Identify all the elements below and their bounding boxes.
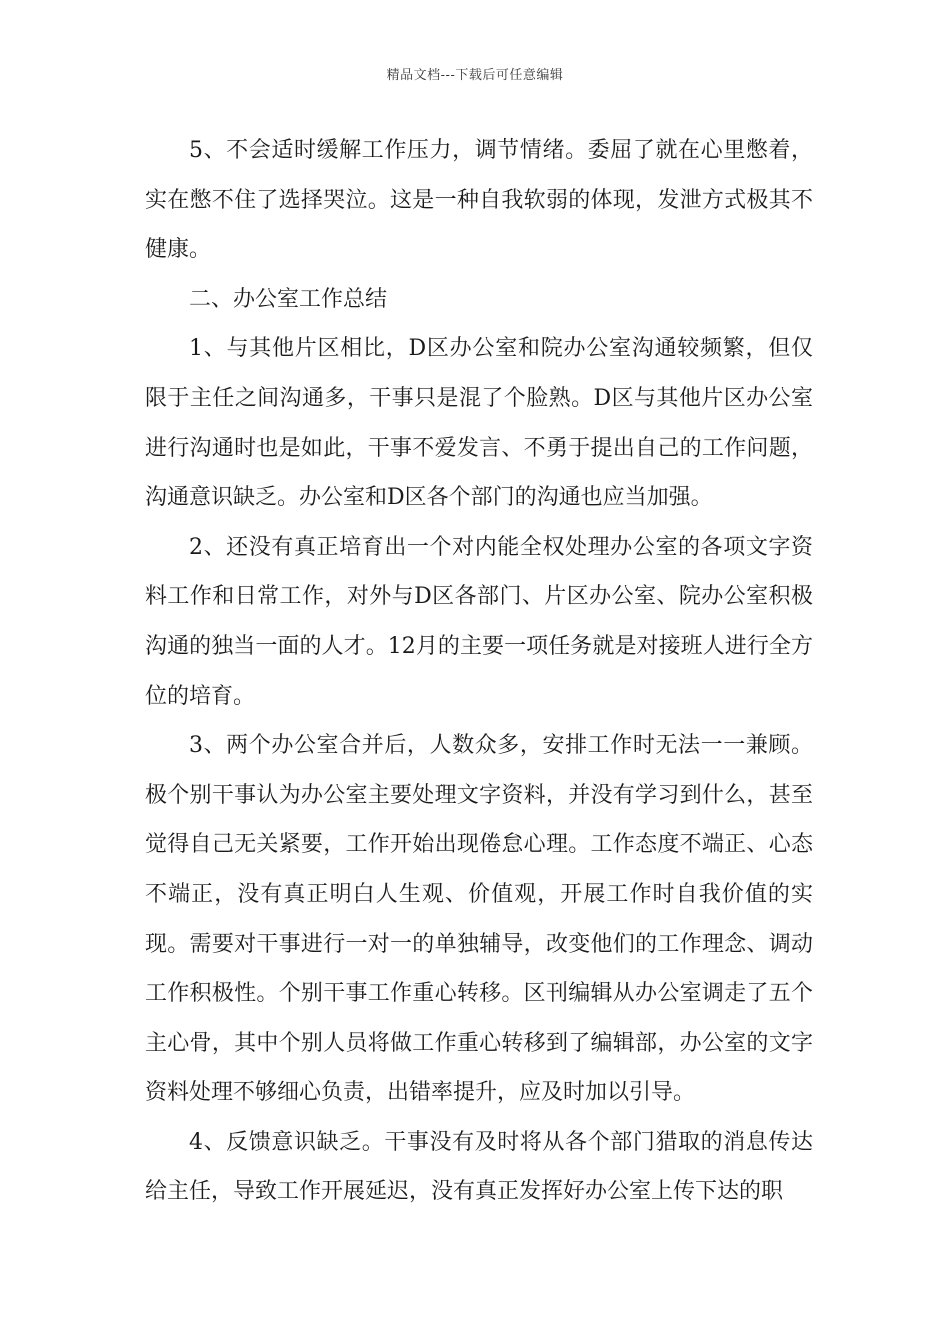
paragraph-item-5: 5、不会适时缓解工作压力，调节情绪。委屈了就在心里憋着，实在憋不住了选择哭泣。这是一种自我软弱的体现，发泄方式极其不健康。 bbox=[145, 138, 813, 263]
paragraph-item-2: 2、还没有真正培育出一个对内能全权处理办公室的各项文字资料工作和日常工作，对外与D区各部门、片区办公室、院办公室积极沟通的独当一面的人才。12月的主要一项任务就是对接班人进行全方位的培育。 bbox=[145, 534, 813, 709]
page-header: 精品文档---下载后可任意编辑 bbox=[386, 68, 564, 83]
document-body bbox=[145, 126, 813, 1217]
section-heading: 二、办公室工作总结 bbox=[189, 286, 388, 312]
paragraph-item-3: 3、两个办公室合并后，人数众多，安排工作时无法一一兼顾。极个别干事认为办公室主要处理文字资料，并没有学习到什么，甚至觉得自己无关紧要，工作开始出现倦怠心理。工作态度不端正、心态不端正，没有真正明白人生观、价值观，开展工作时自我价值的实现。需要对干事进行一对一的单独辅导，改变他们的工作理念、调动工作积极性。个别干事工作重心转移。区刊编辑从办公室调走了五个主心骨，其中个别人员将做工作重心转移到了编辑部，办公室的文字资料处理不够细心负责，出错率提升，应及时加以引导。 bbox=[145, 733, 813, 1106]
paragraph-item-1: 1、与其他片区相比，D区办公室和院办公室沟通较频繁，但仅限于主任之间沟通多，干事只是混了个脸熟。D区与其他片区办公室进行沟通时也是如此，干事不爱发言、不勇于提出自己的工作问题，沟通意识缺乏。办公室和D区各个部门的沟通也应当加强。 bbox=[145, 336, 813, 511]
paragraph-item-4: 4、反馈意识缺乏。干事没有及时将从各个部门猎取的消息传达给主任，导致工作开展延迟，没有真正发挥好办公室上传下达的职 bbox=[145, 1129, 813, 1205]
